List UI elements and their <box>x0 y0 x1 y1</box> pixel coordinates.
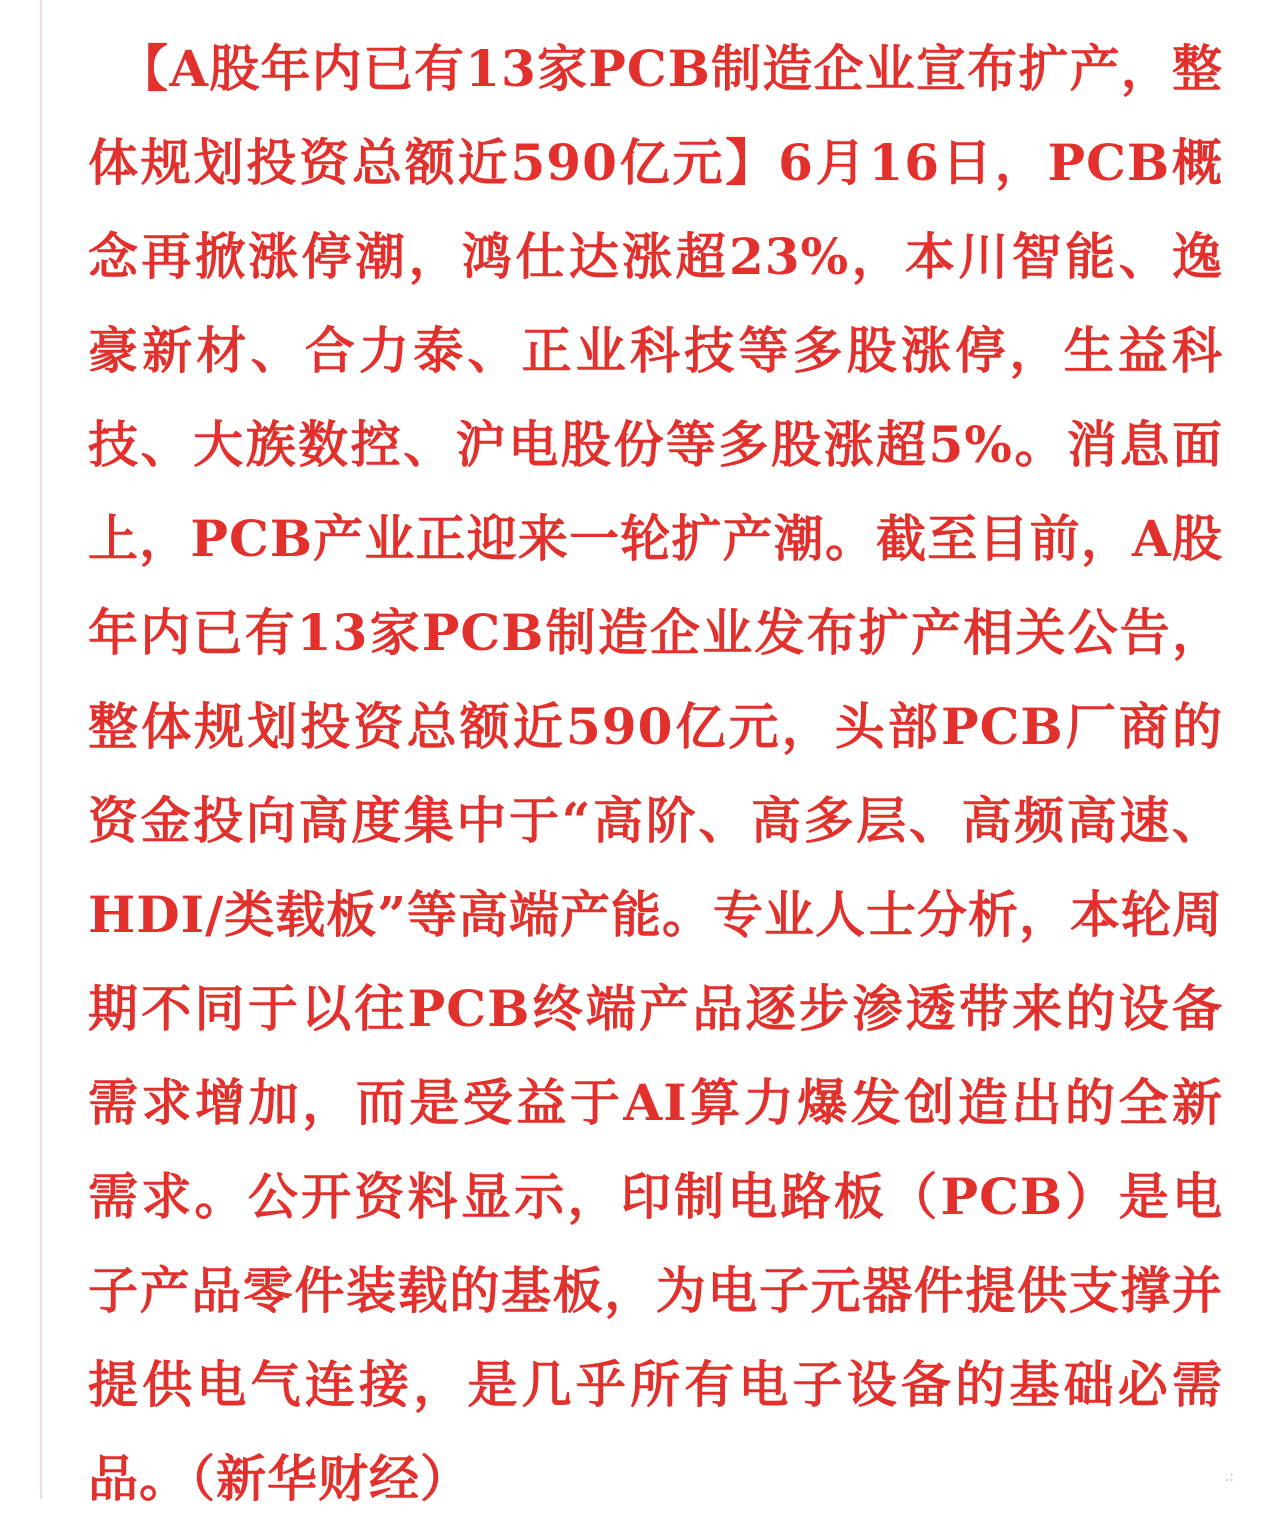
article-body: 6月16日，PCB概念再掀涨停潮，鸿仕达涨超23%，本川智能、逸豪新材、合力泰、正业科技等多股涨停，生益科技、大族数控、沪电股份等多股涨超5%。消息面上，PCB产业正迎来一轮扩产潮。截至目前，A股年内已有13家PCB制造企业发布扩产相关公告，整体规划投资总额近590亿元，头部PCB厂商的资金投向高度集中于“高阶、高多层、高频高速、HDI/类载板”等高端产能。专业人士分析，本轮周期不同于以往PCB终端产品逐步渗透带来的设备需求增加，而是受益于AI算力爆发创造出的全新需求。公开资料显示，印制电路板（PCB）是电子产品零件装载的基板，为电子元器件提供支撑并提供电气连接，是几乎所有电子设备的基础必需品。（新华财经） <box>88 133 1224 1508</box>
news-article <box>88 22 1223 1526</box>
watermark-dots: .: <box>1224 1469 1234 1485</box>
article-headline: 【A股年内已有13家PCB制造企业宣布扩产，整体规划投资总额近590亿元】 <box>88 39 1223 192</box>
left-margin-line <box>40 0 42 1499</box>
